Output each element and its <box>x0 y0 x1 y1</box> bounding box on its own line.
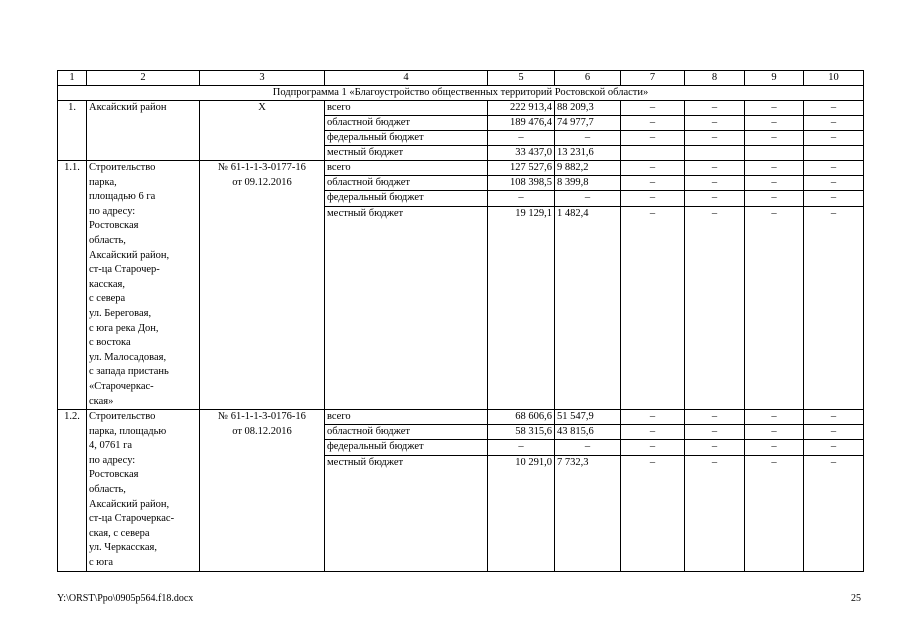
name-line: ул. Малосадовая, <box>89 351 167 363</box>
name-line: ул. Береговая, <box>89 307 152 319</box>
value-col5: 33 437,0 <box>488 146 555 161</box>
value-col10: – <box>804 206 864 410</box>
value-col5: 58 315,6 <box>488 425 555 440</box>
section-number: 1.1. <box>58 161 87 410</box>
section-number: 1.2. <box>58 410 87 572</box>
name-line: по адресу: <box>89 205 136 217</box>
budget-type: местный бюджет <box>325 455 488 571</box>
name-line: с севера <box>89 293 126 305</box>
name-line: ул. Черкасская, <box>89 542 157 554</box>
table-row <box>58 410 864 425</box>
value-col6: 7 732,3 <box>555 455 621 571</box>
value-col5: – <box>488 440 555 455</box>
value-col7: – <box>621 455 685 571</box>
value-col7: – <box>621 131 685 146</box>
name-line: Ростовская <box>89 469 139 481</box>
value-col9: – <box>745 425 804 440</box>
subprogram-row <box>58 86 864 101</box>
value-col10: – <box>804 101 864 116</box>
col-header-8: 8 <box>685 71 745 86</box>
value-col8: – <box>685 101 745 116</box>
value-col5: – <box>488 191 555 206</box>
doc-line: от 09.12.2016 <box>232 176 292 188</box>
value-col10: – <box>804 425 864 440</box>
name-line: Ростовская <box>89 220 139 232</box>
value-col9: – <box>745 101 804 116</box>
footer-file-path: Y:\ORST\Ppo\0905p564.f18.docx <box>57 593 194 604</box>
value-col7: – <box>621 206 685 410</box>
budget-type: всего <box>325 161 488 176</box>
name-line: ская, с севера <box>89 527 150 539</box>
header-row <box>58 71 864 86</box>
value-col6: – <box>555 191 621 206</box>
col-header-5: 5 <box>488 71 555 86</box>
value-col6: – <box>555 440 621 455</box>
name-line: Аксайский район, <box>89 249 170 261</box>
value-col5: 68 606,6 <box>488 410 555 425</box>
name-line: площадью 6 га <box>89 191 156 203</box>
value-col9: – <box>745 455 804 571</box>
value-col10: – <box>804 410 864 425</box>
value-col7: – <box>621 440 685 455</box>
value-col6: 8 399,8 <box>555 176 621 191</box>
name-line: Строительство <box>89 411 156 423</box>
value-col9: – <box>745 410 804 425</box>
name-line: по адресу: <box>89 454 136 466</box>
value-col7: – <box>621 191 685 206</box>
col-header-10: 10 <box>804 71 864 86</box>
budget-type: всего <box>325 410 488 425</box>
doc-line: № 61-1-1-3-0176-16 <box>218 411 306 423</box>
section-name <box>87 410 200 572</box>
budget-type: областной бюджет <box>325 425 488 440</box>
value-col6: 1 482,4 <box>555 206 621 410</box>
value-col6: 9 882,2 <box>555 161 621 176</box>
budget-type: местный бюджет <box>325 206 488 410</box>
value-col10: – <box>804 161 864 176</box>
value-col8 <box>685 146 745 161</box>
budget-type: федеральный бюджет <box>325 131 488 146</box>
value-col7: – <box>621 410 685 425</box>
value-col5: 222 913,4 <box>488 101 555 116</box>
budget-type: всего <box>325 101 488 116</box>
section-number: 1. <box>58 101 87 161</box>
subprogram-title: Подпрограмма 1 «Благоустройство общественных территорий Ростовской области» <box>58 86 864 101</box>
value-col10: – <box>804 455 864 571</box>
value-col8: – <box>685 116 745 131</box>
value-col10: – <box>804 176 864 191</box>
col-header-3: 3 <box>200 71 325 86</box>
col-header-6: 6 <box>555 71 621 86</box>
value-col6: 51 547,9 <box>555 410 621 425</box>
value-col5: 108 398,5 <box>488 176 555 191</box>
value-col9 <box>745 146 804 161</box>
section-doc <box>200 161 325 410</box>
section-name: Аксайский район <box>87 101 200 161</box>
funding-table <box>57 70 864 572</box>
value-col9: – <box>745 206 804 410</box>
value-col7: – <box>621 176 685 191</box>
section-name <box>87 161 200 410</box>
name-line: область, <box>89 234 126 246</box>
name-line: Аксайский район, <box>89 498 170 510</box>
value-col7: – <box>621 116 685 131</box>
value-col5: – <box>488 131 555 146</box>
value-col9: – <box>745 116 804 131</box>
name-line: с запада пристань <box>89 366 169 378</box>
section-doc <box>200 410 325 572</box>
col-header-9: 9 <box>745 71 804 86</box>
name-line: с востока <box>89 337 131 349</box>
budget-type: федеральный бюджет <box>325 440 488 455</box>
name-line: ст-ца Старочер- <box>89 264 160 276</box>
value-col6: 43 815,6 <box>555 425 621 440</box>
name-line: касская, <box>89 278 125 290</box>
value-col8: – <box>685 455 745 571</box>
value-col5: 10 291,0 <box>488 455 555 571</box>
value-col7: – <box>621 425 685 440</box>
value-col10 <box>804 146 864 161</box>
budget-type: областной бюджет <box>325 116 488 131</box>
value-col10: – <box>804 191 864 206</box>
value-col6: 74 977,7 <box>555 116 621 131</box>
value-col5: 189 476,4 <box>488 116 555 131</box>
name-line: с юга <box>89 557 114 569</box>
doc-line: № 61-1-1-3-0177-16 <box>218 162 306 173</box>
name-line: парка, <box>89 176 117 188</box>
name-line: ская» <box>89 395 114 407</box>
value-col10: – <box>804 440 864 455</box>
value-col8: – <box>685 131 745 146</box>
value-col7: – <box>621 101 685 116</box>
value-col8: – <box>685 440 745 455</box>
value-col8: – <box>685 191 745 206</box>
budget-type: областной бюджет <box>325 176 488 191</box>
col-header-1: 1 <box>58 71 87 86</box>
value-col10: – <box>804 131 864 146</box>
value-col8: – <box>685 410 745 425</box>
value-col9: – <box>745 440 804 455</box>
name-line: ст-ца Старочеркас- <box>89 513 175 525</box>
table-row <box>58 101 864 116</box>
value-col8: – <box>685 176 745 191</box>
value-col10: – <box>804 116 864 131</box>
value-col9: – <box>745 176 804 191</box>
value-col8: – <box>685 425 745 440</box>
section-doc: Х <box>200 101 325 161</box>
value-col9: – <box>745 161 804 176</box>
value-col9: – <box>745 191 804 206</box>
name-line: 4, 0761 га <box>89 440 133 452</box>
col-header-4: 4 <box>325 71 488 86</box>
col-header-7: 7 <box>621 71 685 86</box>
name-line: парка, площадью <box>89 425 167 437</box>
value-col8: – <box>685 161 745 176</box>
value-col6: – <box>555 131 621 146</box>
name-line: с юга река Дон, <box>89 322 159 334</box>
budget-type: федеральный бюджет <box>325 191 488 206</box>
page-number: 25 <box>851 593 861 604</box>
value-col6: 13 231,6 <box>555 146 621 161</box>
table-row <box>58 161 864 176</box>
name-line: область, <box>89 484 126 496</box>
value-col7: – <box>621 161 685 176</box>
value-col5: 19 129,1 <box>488 206 555 410</box>
value-col8: – <box>685 206 745 410</box>
name-line: Строительство <box>89 162 156 173</box>
budget-type: местный бюджет <box>325 146 488 161</box>
name-line: «Старочеркас- <box>89 380 154 392</box>
value-col7 <box>621 146 685 161</box>
col-header-2: 2 <box>87 71 200 86</box>
value-col6: 88 209,3 <box>555 101 621 116</box>
doc-line: от 08.12.2016 <box>232 425 292 437</box>
value-col5: 127 527,6 <box>488 161 555 176</box>
value-col9: – <box>745 131 804 146</box>
